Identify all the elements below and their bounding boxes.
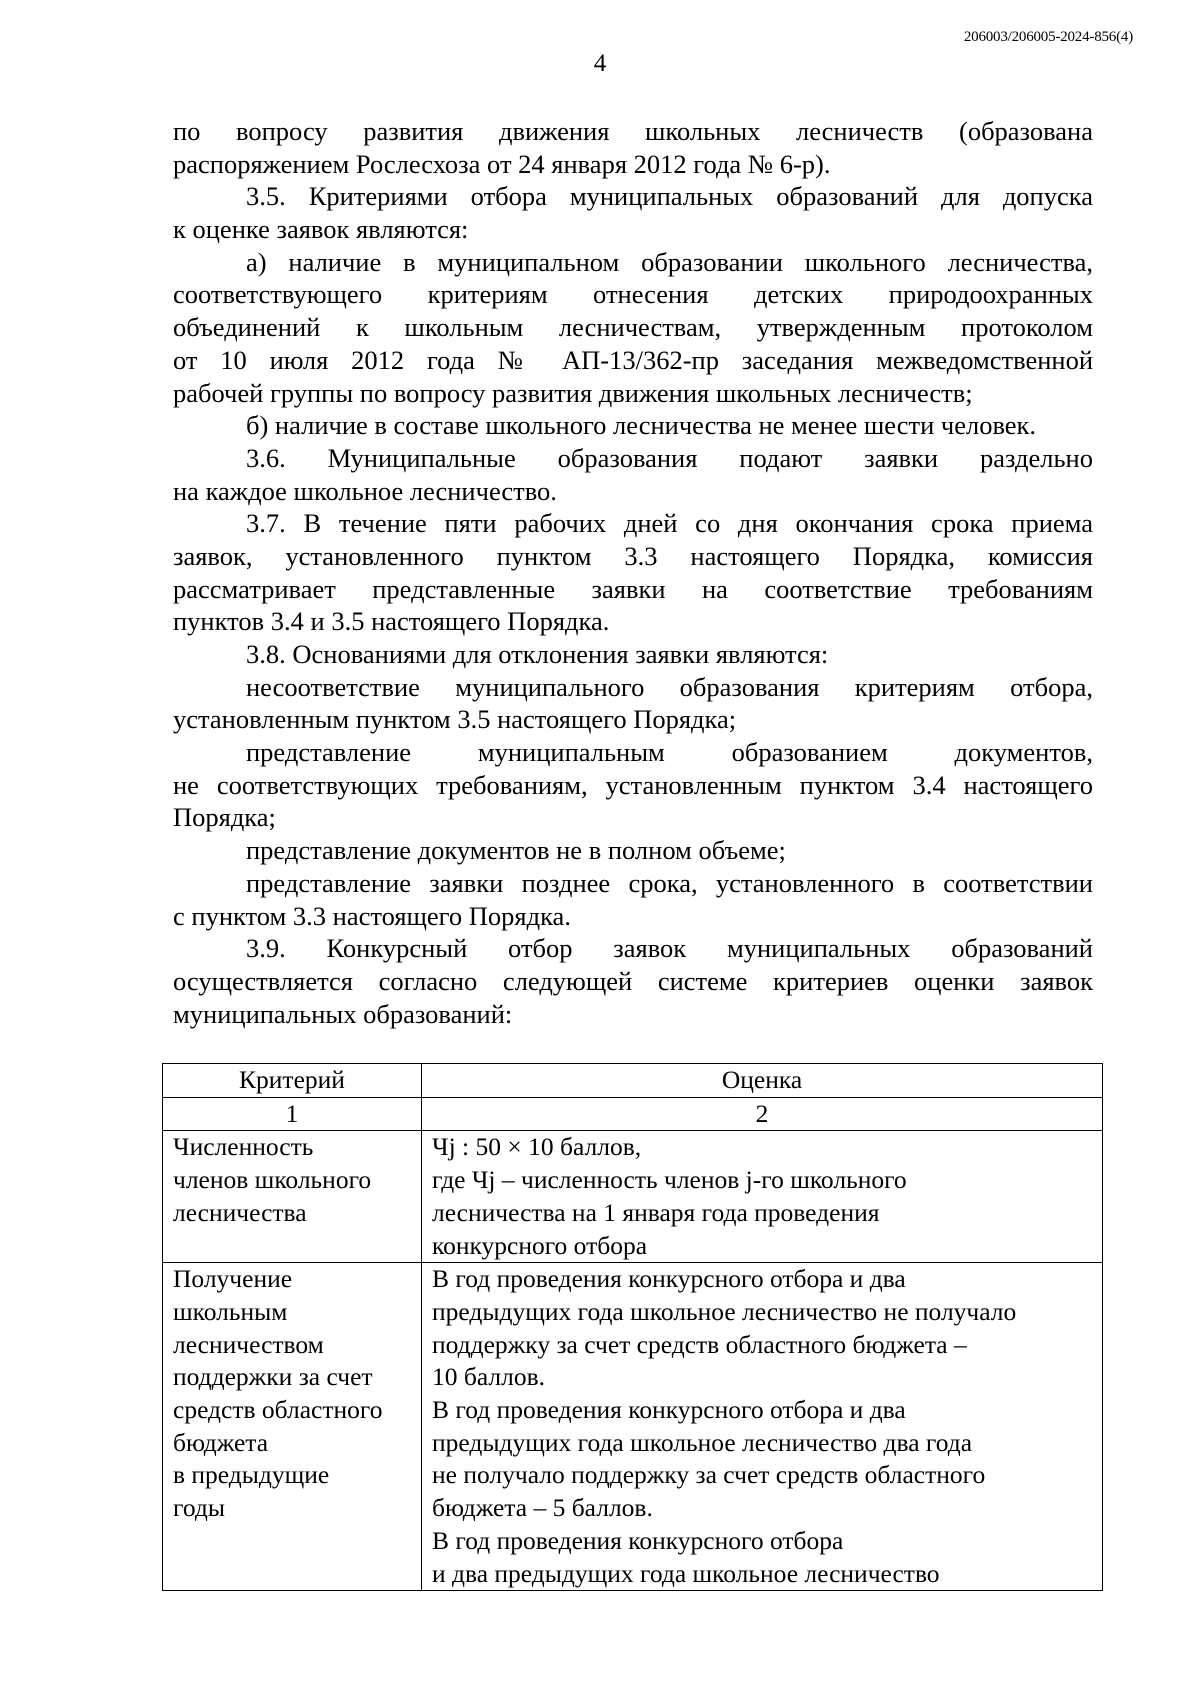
body-text-line: 3.8. Основаниями для отклонения заявки являются:	[246, 639, 829, 669]
page-number: 4	[593, 50, 607, 77]
criterion-text-line: членов школьного	[173, 1165, 372, 1195]
body-text-line: представление муниципальным образованием документов,	[246, 737, 1093, 768]
criterion-text-line: бюджета	[173, 1427, 269, 1457]
score-text-line: В год проведения конкурсного отбора	[432, 1525, 844, 1555]
body-text-line: к оценке заявок являются:	[173, 214, 469, 245]
criterion-text-line: школьным	[173, 1296, 288, 1326]
body-text-line: с пунктом 3.3 настоящего Порядка.	[173, 900, 571, 931]
criteria-table	[162, 1063, 1103, 1591]
body-text-line: соответствующего критериям отнесения детских природоохранных	[173, 279, 1093, 310]
criterion-text-line: лесничеством	[173, 1329, 324, 1359]
score-text-line: В год проведения конкурсного отбора и два	[432, 1264, 906, 1294]
table-header-criterion: Критерий	[163, 1064, 422, 1098]
table-row	[163, 1131, 1103, 1263]
body-text-line: от 10 июля 2012 года № АП-13/362-пр заседания межведомственной	[173, 344, 1093, 375]
body-text-line: рассматривает представленные заявки на соответствие требованиям	[173, 573, 1093, 604]
criterion-text-line: поддержки за счет	[173, 1362, 373, 1392]
score-text-line: В год проведения конкурсного отбора и два	[432, 1395, 906, 1425]
criterion-text-line: лесничества	[173, 1197, 307, 1227]
body-text-line: представление документов не в полном объеме;	[246, 835, 786, 866]
body-text-line: рабочей группы по вопросу развития движения школьных лесничеств;	[173, 377, 973, 408]
criterion-text-line: средств областного	[173, 1395, 383, 1425]
body-text-line: осуществляется согласно следующей системе критериев оценки заявок	[173, 965, 1093, 996]
criterion-text-line: Получение	[173, 1264, 293, 1294]
criterion-text-line: Численность	[173, 1132, 314, 1162]
table-column-number-2: 2	[422, 1097, 1103, 1131]
table-cell-criterion	[163, 1263, 422, 1591]
score-text-line: Чj : 50 × 10 баллов,	[432, 1132, 642, 1162]
score-text-line: не получало поддержку за счет средств областного	[432, 1460, 986, 1490]
score-text-line: предыдущих года школьное лесничество не получало	[432, 1296, 1017, 1326]
body-text-line: по вопросу развития движения школьных лесничеств (образована	[173, 116, 1093, 146]
body-text-line: пунктов 3.4 и 3.5 настоящего Порядка.	[173, 606, 610, 637]
body-text-line: несоответствие муниципального образования критериям отбора,	[246, 671, 1093, 702]
body-text-line: 3.9. Конкурсный отбор заявок муниципальных образований	[246, 933, 1093, 964]
score-text-line: конкурсного отбора	[432, 1230, 648, 1260]
body-text-line: 3.6. Муниципальные образования подают заявки раздельно	[246, 442, 1093, 473]
body-text-line: а) наличие в муниципальном образовании школьного лесничества,	[246, 246, 1093, 277]
body-text-line: б) наличие в составе школьного лесничества не менее шести человек.	[246, 410, 1037, 441]
score-text-line: где Чj – численность членов j-го школьного	[432, 1165, 907, 1195]
body-text-line: Порядка;	[173, 802, 276, 833]
score-text-line: лесничества на 1 января года проведения	[432, 1197, 880, 1227]
document-registration-number: 206003/206005-2024-856(4)	[963, 29, 1133, 45]
table-column-numbers-row	[163, 1097, 1103, 1131]
body-text-line: установленным пунктом 3.5 настоящего Порядка;	[173, 704, 737, 735]
table-cell-score	[422, 1131, 1103, 1263]
score-text-line: бюджета – 5 баллов.	[432, 1493, 653, 1523]
criterion-text-line: в предыдущие	[173, 1460, 330, 1490]
table-row	[163, 1263, 1103, 1591]
table-cell-score	[422, 1263, 1103, 1591]
body-text-line: 3.5. Критериями отбора муниципальных образований для допуска	[246, 181, 1093, 212]
table-column-number-1: 1	[163, 1097, 422, 1131]
body-text-line: представление заявки позднее срока, установленного в соответствии	[246, 867, 1093, 898]
body-text-line: объединений к школьным лесничествам, утвержденным протоколом	[173, 312, 1093, 343]
criterion-text-line: годы	[173, 1493, 225, 1523]
body-text-line: распоряжением Рослесхоза от 24 января 2012 года № 6-р).	[173, 148, 831, 179]
score-text-line: и два предыдущих года школьное лесничество	[432, 1558, 940, 1588]
score-text-line: поддержку за счет средств областного бюджета –	[432, 1329, 967, 1359]
body-text-line: 3.7. В течение пяти рабочих дней со дня окончания срока приема	[246, 508, 1093, 539]
score-text-line: предыдущих года школьное лесничество два года	[432, 1427, 973, 1457]
body-text-line: на каждое школьное лесничество.	[173, 475, 557, 506]
score-text-line: 10 баллов.	[432, 1362, 546, 1392]
table-header-row	[163, 1064, 1103, 1098]
body-text-line: муниципальных образований:	[173, 998, 513, 1029]
body-text-line: заявок, установленного пунктом 3.3 настоящего Порядка, комиссия	[173, 540, 1093, 571]
document-body-text	[173, 115, 1093, 1030]
table-cell-criterion	[163, 1131, 422, 1263]
table-header-score: Оценка	[422, 1064, 1103, 1098]
body-text-line: не соответствующих требованиям, установленным пунктом 3.4 настоящего	[173, 769, 1093, 800]
